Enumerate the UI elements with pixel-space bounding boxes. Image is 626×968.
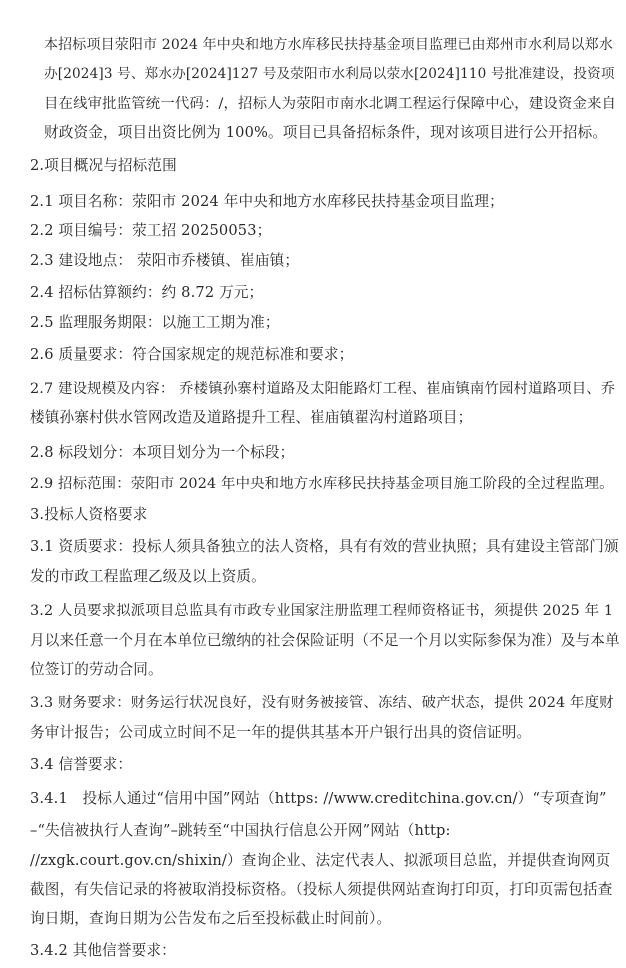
section-2-item: 2.6 质量要求：符合国家规定的规范标准和要求； [30,346,354,363]
section-2-item: 2.3 建设地点： 荥阳市乔楼镇、崔庙镇； [30,252,300,269]
section-2-item: 2.7 建设规模及内容： 乔楼镇孙寨村道路及太阳能路灯工程、崔庙镇南竹园村道路项目、乔 [30,381,616,397]
section-2-item: 2.8 标段划分：本项目划分为一个标段； [30,444,295,461]
section-3-item: 3.1 资质要求：投标人须具备独立的法人资格，具有有效的营业执照；具有建设主管部门颁 [30,538,619,555]
section-3-item: 3.4.1 投标人通过“信用中国”网站（https: //www.creditchina.gov.cn/）“专项查询” [30,790,607,807]
section-3-item: 位签订的劳动合同。 [30,661,163,678]
intro-line: 财政资金，项目出资比例为 100%。项目已具备招标条件，现对该项目进行公开招标。 [44,124,608,141]
section-3-item: 务审计报告；公司成立时间不足一年的提供其基本开户银行出具的资信证明。 [30,724,532,741]
section-2-item: 2.1 项目名称：荥阳市 2024 年中央和地方水库移民扶持基金项目监理； [30,193,504,210]
section-2-item: 2.5 监理服务期限：以施工工期为准； [30,314,280,331]
section-2-heading: 2.项目概况与招标范围 [30,157,177,174]
section-3-item: 3.4 信誉要求： [30,756,133,773]
section-3-item: –“失信被执行人查询”–跳转至“中国执行信息公开网”网站（http: [30,822,451,839]
section-3-item: 询日期，查询日期为公告发布之后至投标截止时间前）。 [30,910,392,927]
section-2-item: 2.9 招标范围：荥阳市 2024 年中央和地方水库移民扶持基金项目施工阶段的全过程监理。 [30,476,614,492]
section-3-item: 截图，有失信记录的将被取消投标资格。（投标人须提供网站查询打印页，打印页需包括查 [30,881,613,898]
intro-line: 本招标项目荥阳市 2024 年中央和地方水库移民扶持基金项目监理已由郑州市水利局以郑水 [44,37,613,53]
section-3-heading: 3.投标人资格要求 [30,506,148,523]
intro-line: 办[2024]3 号、郑水办[2024]127 号及荥阳市水利局以荥水[2024]110 号批准建设，投资项 [44,66,615,82]
section-3-item: 发的市政工程监理乙级及以上资质。 [30,568,266,585]
section-3-item: 3.3 财务要求：财务运行状况良好，没有财务被接管、冻结、破产状态，提供 2024 年度财 [30,695,614,711]
intro-line: 目在线审批监管统一代码：/，招标人为荥阳市南水北调工程运行保障中心，建设资金来自 [44,96,617,112]
section-3-item: //zxgk.court.gov.cn/shixin/）查询企业、法定代表人、拟派项目总监，并提供查询网页 [30,852,611,869]
section-2-item: 2.2 项目编号：荥工招 20250053； [30,222,272,239]
section-2-item: 2.4 招标估算额约：约 8.72 万元； [30,284,264,301]
section-3-item: 3.2 人员要求拟派项目总监具有市政专业国家注册监理工程师资格证书，须提供 2025 年 1 [30,603,614,619]
section-3-item: 3.4.2 其他信誉要求： [30,942,176,959]
section-2-item: 楼镇孙寨村供水管网改造及道路提升工程、崔庙镇翟沟村道路项目； [30,409,473,426]
section-3-item: 月以来任意一个月在本单位已缴纳的社会保险证明（不足一个月以实际参保为准）及与本单 [30,632,620,649]
